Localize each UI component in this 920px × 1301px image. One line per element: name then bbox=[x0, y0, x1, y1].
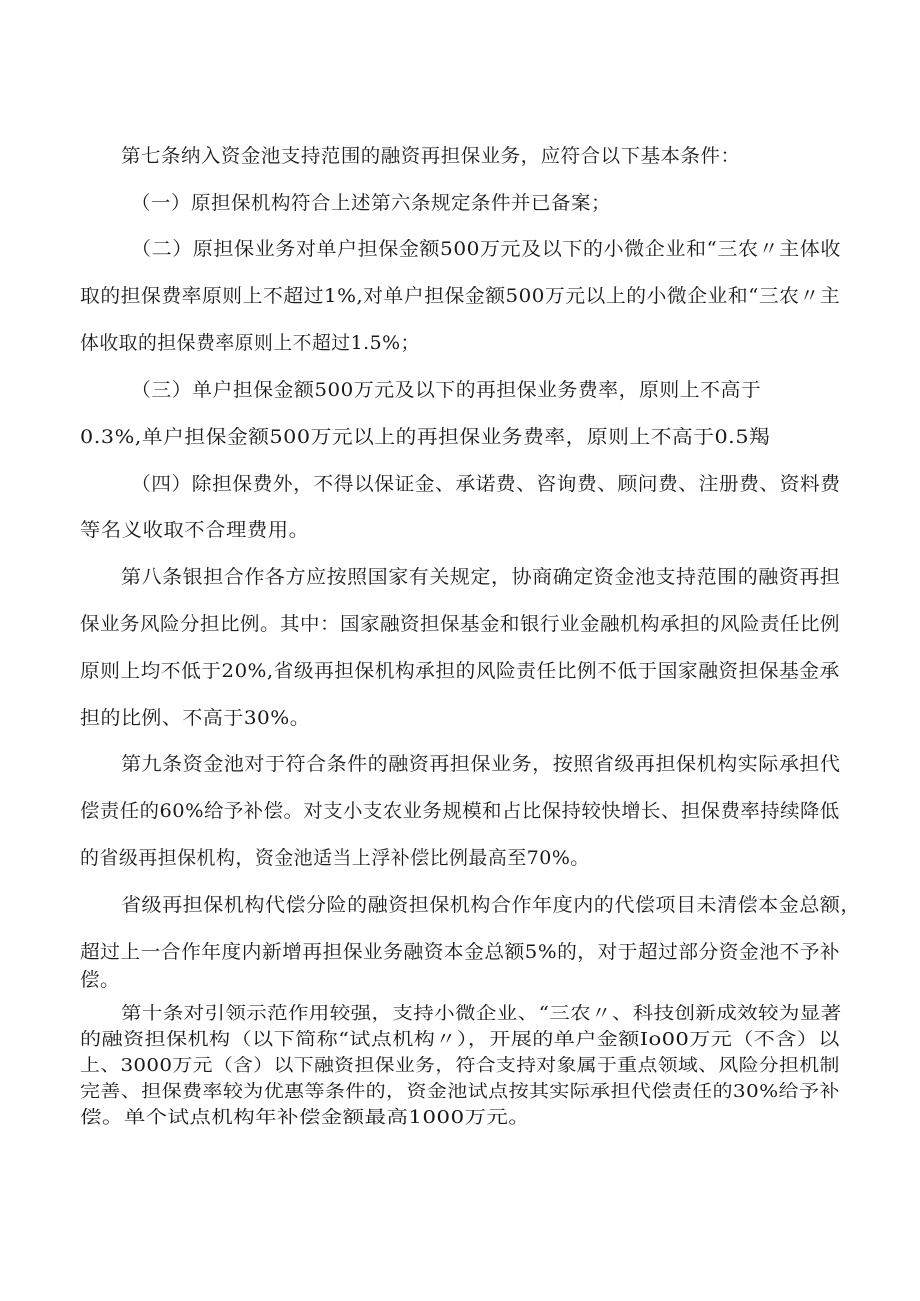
paragraph-line: 第七条纳入资金池支持范围的融资再担保业务，应符合以下基本条件： bbox=[121, 145, 741, 167]
paragraph-line: （二）原担保业务对单户担保金额500万元及以下的小微企业和“三农〃主体收 bbox=[131, 238, 841, 260]
paragraph-line: （四）除担保费外，不得以保证金、承诺费、咨询费、顾问费、注册费、资料费 bbox=[131, 473, 841, 495]
paragraph-line: 上、3000万元（含）以下融资担保业务，符合支持对象属于重点领域、风险分担机制 bbox=[80, 1056, 840, 1076]
paragraph-line: 等名义收取不合理费用。 bbox=[80, 519, 310, 541]
paragraph-line: （一）原担保机构符合上述第六条规定条件并已备案； bbox=[131, 192, 611, 214]
paragraph-line: 担的比例、不高于30%。 bbox=[80, 707, 311, 729]
paragraph-line: 完善、担保费率较为优惠等条件的，资金池试点按其实际承担代偿责任的30%给予补 bbox=[80, 1082, 840, 1102]
paragraph-line: 省级再担保机构代偿分险的融资担保机构合作年度内的代偿项目未清偿本金总额， bbox=[121, 894, 861, 916]
paragraph-line: 的省级再担保机构，资金池适当上浮补偿比例最高至70%。 bbox=[80, 847, 590, 869]
paragraph-line: 保业务风险分担比例。其中：国家融资担保基金和银行业金融机构承担的风险责任比例 bbox=[80, 613, 840, 635]
paragraph-line: 的融资担保机构（以下简称“试点机构〃），开展的单户金额Io00万元（不含）以 bbox=[80, 1030, 840, 1050]
paragraph-line: 取的担保费率原则上不超过1%,对单户担保金额500万元以上的小微企业和“三农〃主 bbox=[80, 285, 841, 307]
paragraph-line: 体收取的担保费率原则上不超过1.5%； bbox=[80, 332, 420, 354]
paragraph-line: 原则上均不低于20%,省级再担保机构承担的风险责任比例不低于国家融资担保基金承 bbox=[80, 660, 840, 682]
paragraph-line: 第十条对引领示范作用较强，支持小微企业、“三农〃、科技创新成效较为显著 bbox=[121, 1004, 842, 1024]
paragraph-line: 偿。 bbox=[80, 969, 121, 991]
paragraph-line: 超过上一合作年度内新增再担保业务融资本金总额5%的，对于超过部分资金池不予补 bbox=[80, 941, 841, 963]
paragraph-line: （三）单户担保金额500万元及以下的再担保业务费率，原则上不高于 bbox=[131, 379, 762, 401]
paragraph-line: 第九条资金池对于符合条件的融资再担保业务，按照省级再担保机构实际承担代 bbox=[121, 753, 841, 775]
paragraph-line: 0.3%,单户担保金额500万元以上的再担保业务费率，原则上不高于0.5羯 bbox=[80, 426, 771, 448]
paragraph-line: 偿。单个试点机构年补偿金额最高1000万元。 bbox=[80, 1108, 531, 1128]
paragraph-line: 第八条银担合作各方应按照国家有关规定，协商确定资金池支持范围的融资再担 bbox=[121, 566, 841, 588]
paragraph-line: 偿责任的60%给予补偿。对支小支农业务规模和占比保持较快增长、担保费率持续降低 bbox=[80, 800, 840, 822]
